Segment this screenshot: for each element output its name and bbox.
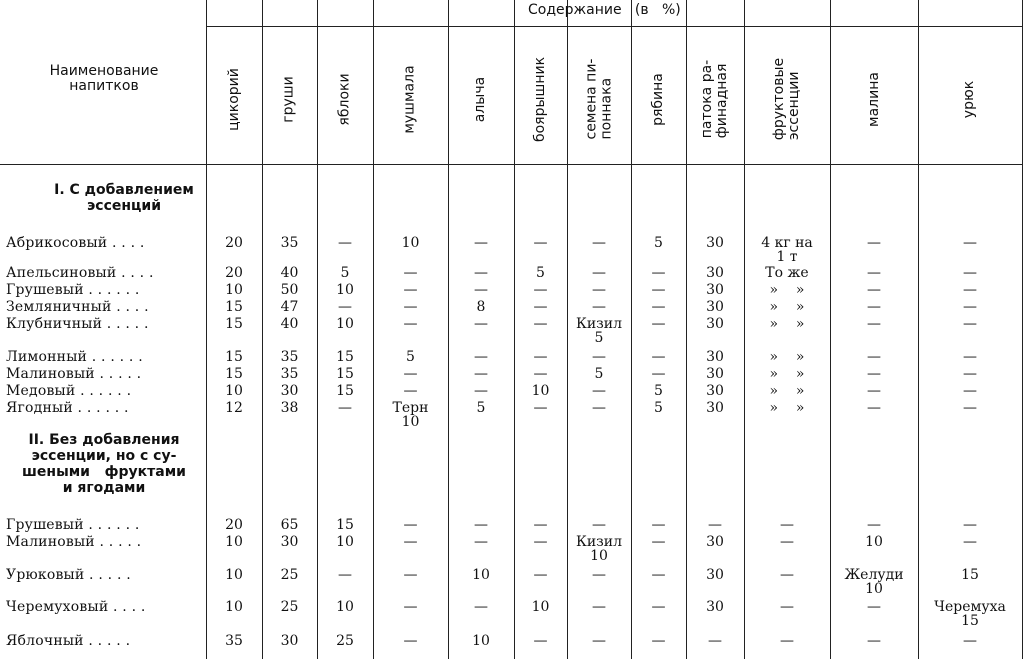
table-cell: 5 <box>476 400 486 416</box>
table-cell: То же <box>765 265 809 281</box>
table-cell: — <box>708 633 722 649</box>
table-cell: 20 <box>225 235 243 251</box>
table-cell: 50 <box>280 282 299 298</box>
table-cell: — <box>474 265 488 281</box>
table-cell: — <box>651 517 666 533</box>
row-name: Ягодный . . . . . . <box>6 400 129 416</box>
table-cell: 30 <box>706 235 724 251</box>
column-header <box>514 34 567 164</box>
table-cell: 30 <box>706 366 724 382</box>
table-cell: 30 <box>706 400 724 416</box>
column-header <box>744 34 830 164</box>
table-cell: — <box>651 534 666 550</box>
table-cell: — <box>963 517 977 533</box>
row-name: Яблочный . . . . . <box>6 633 131 649</box>
row-name: Урюковый . . . . . <box>6 567 131 583</box>
column-rule <box>1022 0 1023 659</box>
table-cell: 25 <box>280 599 299 615</box>
table-cell: 5 <box>654 235 663 251</box>
row-name: Черемуховый . . . . <box>6 599 146 615</box>
section-title: II. Без добавления эссенции, но с су- шеными фруктами и ягодами <box>22 432 186 496</box>
table-cell: 30 <box>280 534 299 550</box>
table-cell: Кизил 10 <box>575 534 623 564</box>
table-cell: — <box>592 599 606 615</box>
table-cell: 15 <box>336 349 354 365</box>
table-cell: — <box>867 282 881 298</box>
table-cell: 30 <box>706 383 724 399</box>
table-cell: — <box>963 299 977 315</box>
table-cell: — <box>403 599 418 615</box>
table-cell: — <box>403 366 418 382</box>
table-cell: — <box>963 316 977 332</box>
row-name: Малиновый . . . . . <box>6 534 142 550</box>
row-name: Малиновый . . . . . <box>6 366 142 382</box>
table-cell: 65 <box>280 517 299 533</box>
table-cell: — <box>403 517 418 533</box>
column-header-label: фруктовые эссенции <box>771 57 802 141</box>
table-cell: — <box>963 383 977 399</box>
row-rule <box>206 26 1022 27</box>
table-cell: — <box>403 534 418 550</box>
table-cell: — <box>780 517 794 533</box>
table-cell: 40 <box>280 265 299 281</box>
table-cell: 35 <box>280 235 299 251</box>
column-header-label: рябина <box>650 72 666 126</box>
table-cell: 10 <box>225 383 243 399</box>
table-cell: — <box>474 534 488 550</box>
column-header <box>686 34 744 164</box>
table-cell: — <box>651 299 666 315</box>
row-name: Грушевый . . . . . . <box>6 517 140 533</box>
table-cell: — <box>780 599 794 615</box>
table-cell: — <box>867 366 881 382</box>
table-cell: — <box>533 316 548 332</box>
table-cell: — <box>867 316 881 332</box>
table-cell: 30 <box>706 282 724 298</box>
column-header-label: боярышник <box>532 56 548 142</box>
table-cell: — <box>533 299 548 315</box>
table-cell: 10 <box>472 567 490 583</box>
column-header-label: патока ра- финадная <box>699 59 730 139</box>
row-name: Медовый . . . . . . <box>6 383 132 399</box>
table-cell: 47 <box>280 299 299 315</box>
table-cell: — <box>474 517 488 533</box>
table-cell: — <box>867 235 881 251</box>
table-cell: » » <box>769 349 805 365</box>
table-cell: 5 <box>654 383 663 399</box>
row-name: Апельсиновый . . . . <box>6 265 154 281</box>
table-cell: — <box>474 349 488 365</box>
table-cell: — <box>651 366 666 382</box>
table-cell: — <box>338 400 352 416</box>
column-header-label: малина <box>865 71 882 127</box>
table-cell: — <box>963 265 977 281</box>
table-cell: — <box>403 282 418 298</box>
table-cell: — <box>867 633 881 649</box>
table-cell: — <box>338 235 352 251</box>
content-header: Содержание (в %) <box>528 2 681 18</box>
table-cell: — <box>533 366 548 382</box>
table-cell: — <box>533 517 548 533</box>
table-cell: — <box>651 282 666 298</box>
table-cell: 30 <box>280 633 299 649</box>
column-header <box>206 34 262 164</box>
table-cell: — <box>867 599 881 615</box>
table-cell: 15 <box>336 517 354 533</box>
table-cell: 5 <box>536 265 545 281</box>
table-cell: — <box>403 265 418 281</box>
table-cell: — <box>592 633 606 649</box>
section-title: I. С добавлением эссенций <box>54 182 194 214</box>
table-cell: 15 <box>225 366 243 382</box>
table-cell: 5 <box>654 400 663 416</box>
table-cell: 10 <box>336 282 354 298</box>
table-cell: — <box>592 235 606 251</box>
table-cell: » » <box>769 400 805 416</box>
table-cell: 10 <box>865 534 883 550</box>
table-cell: — <box>963 633 977 649</box>
table-cell: — <box>592 349 606 365</box>
column-header-label: семена пи- поннака <box>583 58 615 140</box>
table-cell: 15 <box>225 316 243 332</box>
table-cell: — <box>533 282 548 298</box>
table-cell: » » <box>769 316 805 332</box>
table-cell: 30 <box>706 567 724 583</box>
row-name: Клубничный . . . . . <box>6 316 149 332</box>
table-cell: » » <box>769 383 805 399</box>
table-cell: 30 <box>706 349 724 365</box>
table-cell: 25 <box>336 633 354 649</box>
table-cell: — <box>592 567 606 583</box>
column-header <box>631 34 686 164</box>
column-header <box>262 34 317 164</box>
table-cell: — <box>963 366 977 382</box>
table-cell: — <box>867 517 881 533</box>
table-cell: 10 <box>531 383 550 399</box>
table-cell: 15 <box>336 366 354 382</box>
table-cell: 10 <box>225 282 243 298</box>
table-cell: — <box>963 534 977 550</box>
row-rule <box>0 164 1022 165</box>
table-cell: — <box>963 400 977 416</box>
table-cell: 25 <box>280 567 299 583</box>
table-cell: 30 <box>280 383 299 399</box>
table-cell: 12 <box>225 400 243 416</box>
table-cell: — <box>651 599 666 615</box>
table-cell: — <box>474 599 488 615</box>
table-cell: — <box>592 265 606 281</box>
name-column-header: Наименование напитков <box>49 63 159 94</box>
table-cell: 38 <box>280 400 299 416</box>
table-cell: — <box>963 282 977 298</box>
table-cell: 30 <box>706 534 724 550</box>
table-cell: — <box>592 383 606 399</box>
column-header-label: груши <box>281 75 297 123</box>
table-cell: — <box>533 400 548 416</box>
table-cell: — <box>533 534 548 550</box>
table-cell: 4 кг на 1 т <box>761 235 813 265</box>
table-cell: 10 <box>225 567 243 583</box>
column-header <box>567 34 631 164</box>
table-cell: 5 <box>340 265 350 281</box>
table-cell: — <box>867 349 881 365</box>
table-cell: — <box>338 567 352 583</box>
table-cell: — <box>474 383 488 399</box>
table-cell: 40 <box>280 316 299 332</box>
table-cell: — <box>592 400 606 416</box>
table-cell: — <box>474 282 488 298</box>
table-cell: — <box>867 265 881 281</box>
column-header <box>830 34 918 164</box>
table-cell: — <box>651 633 666 649</box>
row-name: Земляничный . . . . <box>6 299 149 315</box>
table-cell: — <box>403 316 418 332</box>
table-cell: » » <box>769 366 805 382</box>
table-cell: 35 <box>280 349 299 365</box>
table-cell: 20 <box>225 517 243 533</box>
table-cell: — <box>651 567 666 583</box>
table-cell: 30 <box>706 299 724 315</box>
row-name: Лимонный . . . . . . <box>6 349 143 365</box>
table-cell: Желуди 10 <box>844 567 904 597</box>
column-header-label: мушмала <box>401 64 418 134</box>
table-cell: 8 <box>476 299 486 315</box>
table-cell: — <box>867 383 881 399</box>
table-cell: Кизил 5 <box>575 316 623 346</box>
row-name: Абрикосовый . . . . <box>6 235 145 251</box>
table-cell: — <box>780 534 794 550</box>
table-cell: — <box>474 366 488 382</box>
table-cell: » » <box>769 282 805 298</box>
column-header-label: яблоки <box>336 72 353 126</box>
table-cell: — <box>403 383 418 399</box>
table-cell: — <box>474 316 488 332</box>
table-cell: — <box>403 299 418 315</box>
table-cell: — <box>533 633 548 649</box>
table-cell: 5 <box>406 349 415 365</box>
table-cell: 10 <box>225 599 243 615</box>
column-header-label: алыча <box>472 76 489 122</box>
table-cell: 5 <box>594 366 604 382</box>
table-cell: — <box>651 316 666 332</box>
table-cell: 10 <box>336 316 354 332</box>
table-cell: — <box>780 633 794 649</box>
table-cell: » » <box>769 299 805 315</box>
table-cell: 15 <box>225 299 243 315</box>
column-header-label: цикорий <box>225 67 242 131</box>
table-cell: 15 <box>961 567 979 583</box>
table-cell: — <box>651 265 666 281</box>
table-cell: — <box>474 235 488 251</box>
column-header <box>317 34 373 164</box>
table-cell: 30 <box>706 265 724 281</box>
table-cell: 35 <box>225 633 243 649</box>
table-cell: Терн 10 <box>392 400 429 430</box>
column-header <box>373 34 448 164</box>
table-cell: — <box>338 299 352 315</box>
table-cell: 30 <box>706 599 724 615</box>
table-cell: 10 <box>531 599 550 615</box>
table-cell: 15 <box>225 349 243 365</box>
table-cell: — <box>403 567 418 583</box>
table-cell: 10 <box>472 633 490 649</box>
column-header <box>448 34 514 164</box>
table-cell: 10 <box>336 534 354 550</box>
table-cell: 20 <box>225 265 243 281</box>
table-cell: — <box>708 517 722 533</box>
table-cell: — <box>867 299 881 315</box>
table-cell: — <box>592 517 606 533</box>
table-cell: 10 <box>336 599 354 615</box>
column-header <box>918 34 1022 164</box>
table-cell: 15 <box>336 383 354 399</box>
table-cell: — <box>533 567 548 583</box>
table-cell: — <box>592 282 606 298</box>
table-cell: — <box>533 349 548 365</box>
table-cell: — <box>592 299 606 315</box>
table-cell: — <box>867 400 881 416</box>
row-name: Грушевый . . . . . . <box>6 282 140 298</box>
table-cell: — <box>780 567 794 583</box>
table-cell: 10 <box>225 534 243 550</box>
table-cell: 10 <box>401 235 420 251</box>
table-cell: — <box>403 633 418 649</box>
table-cell: — <box>963 235 977 251</box>
column-header-label: урюк <box>961 80 978 118</box>
table-cell: — <box>533 235 548 251</box>
table-cell: 30 <box>706 316 724 332</box>
table-cell: — <box>651 349 666 365</box>
table-cell: Черемуха 15 <box>934 599 1006 629</box>
table-cell: 35 <box>280 366 299 382</box>
table-cell: — <box>963 349 977 365</box>
